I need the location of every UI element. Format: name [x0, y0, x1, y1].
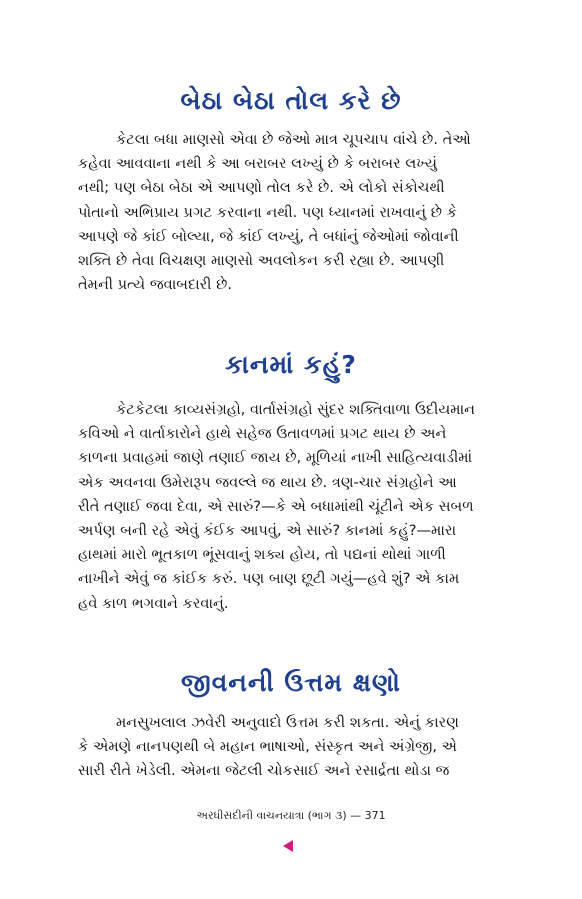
- paragraph-line: નથી; પણ બેઠા બેઠા એ આપણો તોલ કરે છે. એ લોકો સંકોચથી: [78, 179, 445, 197]
- section-paragraph-1: [78, 128, 504, 297]
- paragraph-line: નાખીને એવું જ કાંઈક કરું. પણ બાણ છૂટી ગયું—હવે શું? એ કામ: [78, 570, 460, 588]
- paragraph-line: અર્પણ બની રહે એવું કંઈક આપવું, એ સારું? કાનમાં કહું?—મારા: [78, 521, 457, 539]
- paragraph-line: સારી રીતે ખેડેલી. એમના જેટલી ચોકસાઈ અને રસાર્દ્રતા થોડા જ: [78, 762, 450, 780]
- paragraph-line: પોતાનો અભિપ્રાય પ્રગટ કરવાના નથી. પણ ધ્યાનમાં રાખવાનું છે કે: [78, 203, 457, 221]
- page-number: 371: [364, 809, 386, 822]
- paragraph-line: શક્તિ છે તેવા વિચક્ષણ માણસો અવલોકન કરી રહ્યા છે. આપણી: [78, 251, 445, 269]
- paragraph-line: એક અવનવા ઉમેરારૂપ જવલ્લે જ થાય છે. ત્રણ-ચાર સંગ્રહોને આ: [78, 473, 457, 491]
- paragraph-line: મનસુખલાલ ઝવેરી અનુવાદો ઉત્તમ કરી શકતા. એનું કારણ: [116, 714, 459, 731]
- paragraph-line: કવિઓ ને વાર્તાકારોને હાથે સહેજ ઉતાવળમાં પ્રગટ થાય છે અને: [78, 425, 447, 443]
- paragraph-line: કેટલા બધા માણસો એવા છે જેઓ માત્ર ચૂપચાપ વાંચે છે. તેઓ: [116, 131, 471, 148]
- paragraph-line: રીતે તણાઈ જવા દેવા, એ સારું?—કે એ બધામાંથી ચૂંટીને એક સબળ: [78, 497, 474, 515]
- section-heading-1: બેઠા બેઠા તોલ કરે છે: [180, 86, 402, 115]
- paragraph-line: કે એમણે નાનપણથી બે મહાન ભાષાઓ, સંસ્કૃત અને અંગ્રેજી, એ: [78, 738, 458, 756]
- paragraph-line: હાથમાં મારો ભૂતકાળ ભૂંસવાનું શક્ય હોય, તો પદ્યનાં થોથાં ગાળી: [78, 546, 446, 564]
- paragraph-line: કહેવા આવવાના નથી કે આ બરાબર લખ્યું છે કે બરાબર લખ્યું: [78, 155, 438, 173]
- paragraph-line: તેમની પ્રત્યે જવાબદારી છે.: [78, 276, 233, 294]
- section-paragraph-2: [78, 398, 504, 616]
- paragraph-line: આપણે જે કાંઈ બોલ્યા, જે કાંઈ લખ્યું, તે બધાંનું જેઓમાં જોવાની: [78, 227, 459, 245]
- paragraph-line: હવે કાળ ભગવાને કરવાનું.: [78, 594, 229, 612]
- paragraph-line: કાળના પ્રવાહમાં જાણે તણાઈ જાય છે, મૂળિયાં નાખી સાહિત્યવાડીમાં: [78, 449, 473, 467]
- paragraph-line: કેટકેટલા કાવ્યસંગ્રહો, વાર્તાસંગ્રહો સુંદર શક્તિવાળા ઉદીયમાન: [116, 401, 476, 418]
- triangle-left-icon[interactable]: [283, 840, 293, 852]
- page-footer: [0, 809, 582, 823]
- footer-separator: —: [350, 809, 362, 822]
- section-heading-2: કાનમાં કહું?: [225, 350, 357, 379]
- section-paragraph-3: [78, 711, 504, 784]
- footer-book-title: અરધીસદીની વાચનયાત્રા (ભાગ ૩): [196, 809, 347, 822]
- section-heading-3: જીવનની ઉત્તમ ક્ષણો: [181, 668, 401, 697]
